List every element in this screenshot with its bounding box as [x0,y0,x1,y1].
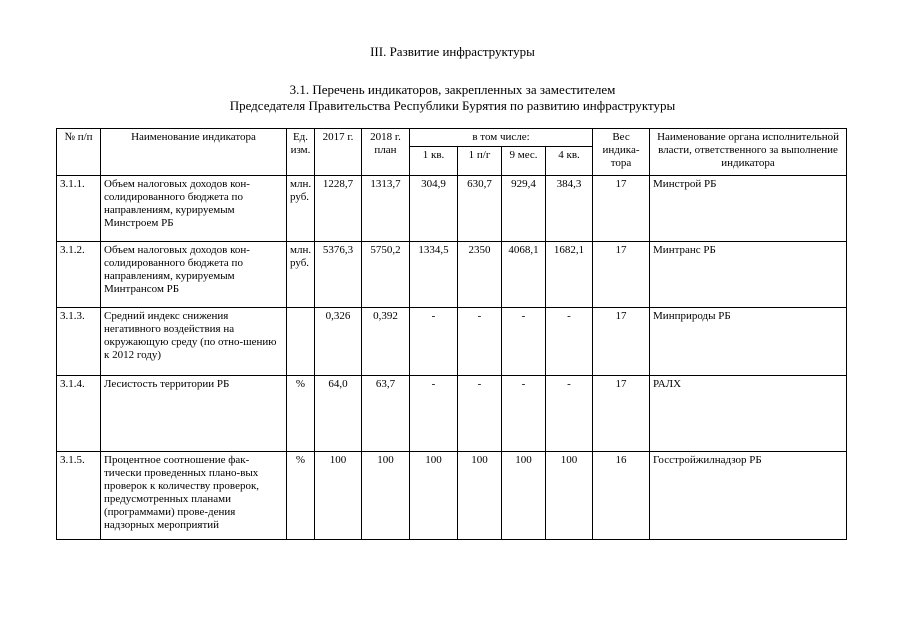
row-q4: 384,3 [546,176,593,242]
row-q1: - [410,376,458,452]
header-org: Наименование органа исполнительной власти, ответственного за выполнение индикатора [650,129,847,176]
row-q4: - [546,308,593,376]
row-2017: 1228,7 [315,176,362,242]
row-num: 3.1.1. [57,176,101,242]
row-weight: 16 [593,452,650,540]
row-num: 3.1.4. [57,376,101,452]
row-weight: 17 [593,242,650,308]
row-unit: % [287,376,315,452]
header-name: Наименование индикатора [101,129,287,176]
subsection-title-line1: 3.1. Перечень индикаторов, закрепленных за заместителем [289,82,616,97]
row-q4: - [546,376,593,452]
row-q1: 100 [410,452,458,540]
row-q4: 100 [546,452,593,540]
header-q4: 4 кв. [546,147,593,176]
row-name: Объем налоговых доходов кон-солидированного бюджета по направлениям, курируемым Минстроем РБ [101,176,287,242]
row-2018: 5750,2 [362,242,410,308]
table-row [57,176,847,242]
row-weight: 17 [593,376,650,452]
header-including: в том числе: [410,129,593,147]
row-unit: % [287,452,315,540]
table-row [57,242,847,308]
row-q1: 304,9 [410,176,458,242]
section-title: III. Развитие инфраструктуры [370,44,535,59]
row-num: 3.1.2. [57,242,101,308]
row-9m: 100 [502,452,546,540]
row-9m: - [502,376,546,452]
header-2018-plan: 2018 г. план [362,129,410,176]
row-org: Минстрой РБ [650,176,847,242]
row-unit: млн. руб. [287,242,315,308]
row-org: Минтранс РБ [650,242,847,308]
row-2018: 63,7 [362,376,410,452]
table-row [57,452,847,540]
header-weight: Вес индика-тора [593,129,650,176]
row-unit: млн. руб. [287,176,315,242]
row-num: 3.1.5. [57,452,101,540]
row-org: РАЛХ [650,376,847,452]
row-2018: 100 [362,452,410,540]
row-2017: 0,326 [315,308,362,376]
row-weight: 17 [593,308,650,376]
row-name: Средний индекс снижения негативного воздействия на окружающую среду (по отно-шению к 2012 году) [101,308,287,376]
header-q1: 1 кв. [410,147,458,176]
row-name: Процентное соотношение фак-тически проведенных плано-вых проверок к количеству проверок, предусмотренных планами (программами) прове-дения надзорных мероприятий [101,452,287,540]
row-org: Минприроды РБ [650,308,847,376]
row-name: Лесистость территории РБ [101,376,287,452]
row-h1: - [458,376,502,452]
row-q1: 1334,5 [410,242,458,308]
row-h1: 630,7 [458,176,502,242]
row-weight: 17 [593,176,650,242]
row-9m: - [502,308,546,376]
header-num: № п/п [57,129,101,176]
row-2018: 0,392 [362,308,410,376]
row-org: Госстройжилнадзор РБ [650,452,847,540]
row-num: 3.1.3. [57,308,101,376]
row-h1: 2350 [458,242,502,308]
indicators-table [56,128,847,540]
header-2017: 2017 г. [315,129,362,176]
row-9m: 929,4 [502,176,546,242]
row-q1: - [410,308,458,376]
header-unit: Ед. изм. [287,129,315,176]
row-2017: 100 [315,452,362,540]
table-row [57,308,847,376]
subsection-title-line2: Председателя Правительства Республики Бурятия по развитию инфраструктуры [229,98,676,113]
row-2017: 64,0 [315,376,362,452]
row-2018: 1313,7 [362,176,410,242]
row-9m: 4068,1 [502,242,546,308]
header-9m: 9 мес. [502,147,546,176]
table-row [57,376,847,452]
row-unit [287,308,315,376]
row-name: Объем налоговых доходов кон-солидированного бюджета по направлениям, курируемым Минтрансом РБ [101,242,287,308]
row-2017: 5376,3 [315,242,362,308]
row-h1: 100 [458,452,502,540]
row-h1: - [458,308,502,376]
header-h1: 1 п/г [458,147,502,176]
row-q4: 1682,1 [546,242,593,308]
